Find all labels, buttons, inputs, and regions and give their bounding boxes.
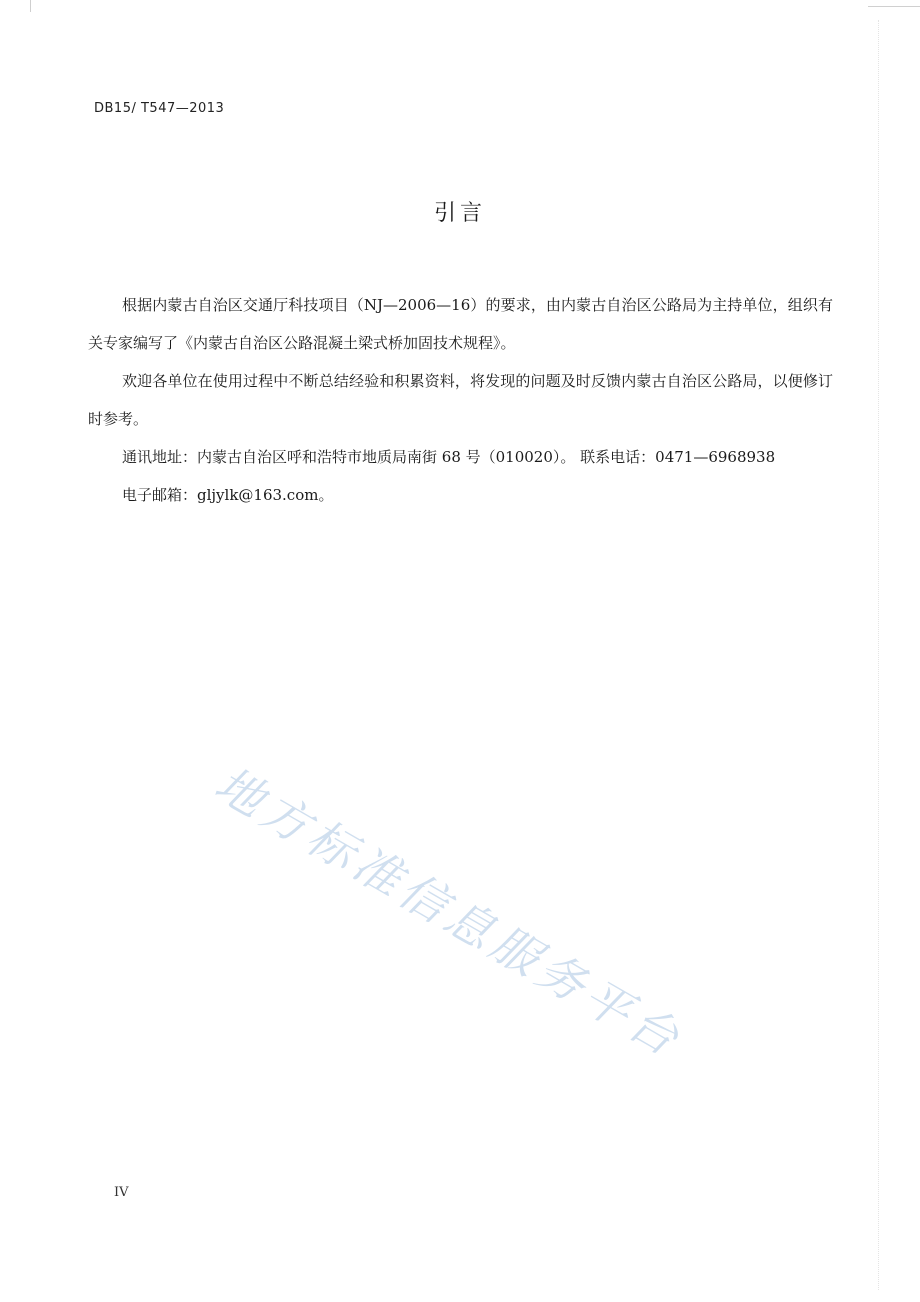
- paragraph-email: 电子邮箱：gljylk@163.com。: [122, 486, 334, 504]
- paragraph-project-basis: 根据内蒙古自治区交通厅科技项目（NJ—2006—16）的要求，由内蒙古自治区公路局为主持单位，组织有关专家编写了《内蒙古自治区公路混凝土梁式桥加固技术规程》。: [88, 296, 833, 352]
- paragraph-feedback: 欢迎各单位在使用过程中不断总结经验和积累资料，将发现的问题及时反馈内蒙古自治区公路局，以便修订时参考。: [88, 372, 833, 428]
- scan-mark: [868, 6, 920, 7]
- standard-code: DB15/ T547—2013: [94, 101, 225, 116]
- paragraph-address: 通讯地址：内蒙古自治区呼和浩特市地质局南街 68 号（010020）。 联系电话：0471—6968938: [122, 448, 776, 466]
- watermark: 地方标准信息服务平台: [205, 756, 692, 1070]
- introduction-body: [88, 286, 833, 514]
- page-number: IV: [114, 1185, 129, 1200]
- page-title: 引言: [433, 201, 486, 226]
- scan-mark: [30, 0, 31, 12]
